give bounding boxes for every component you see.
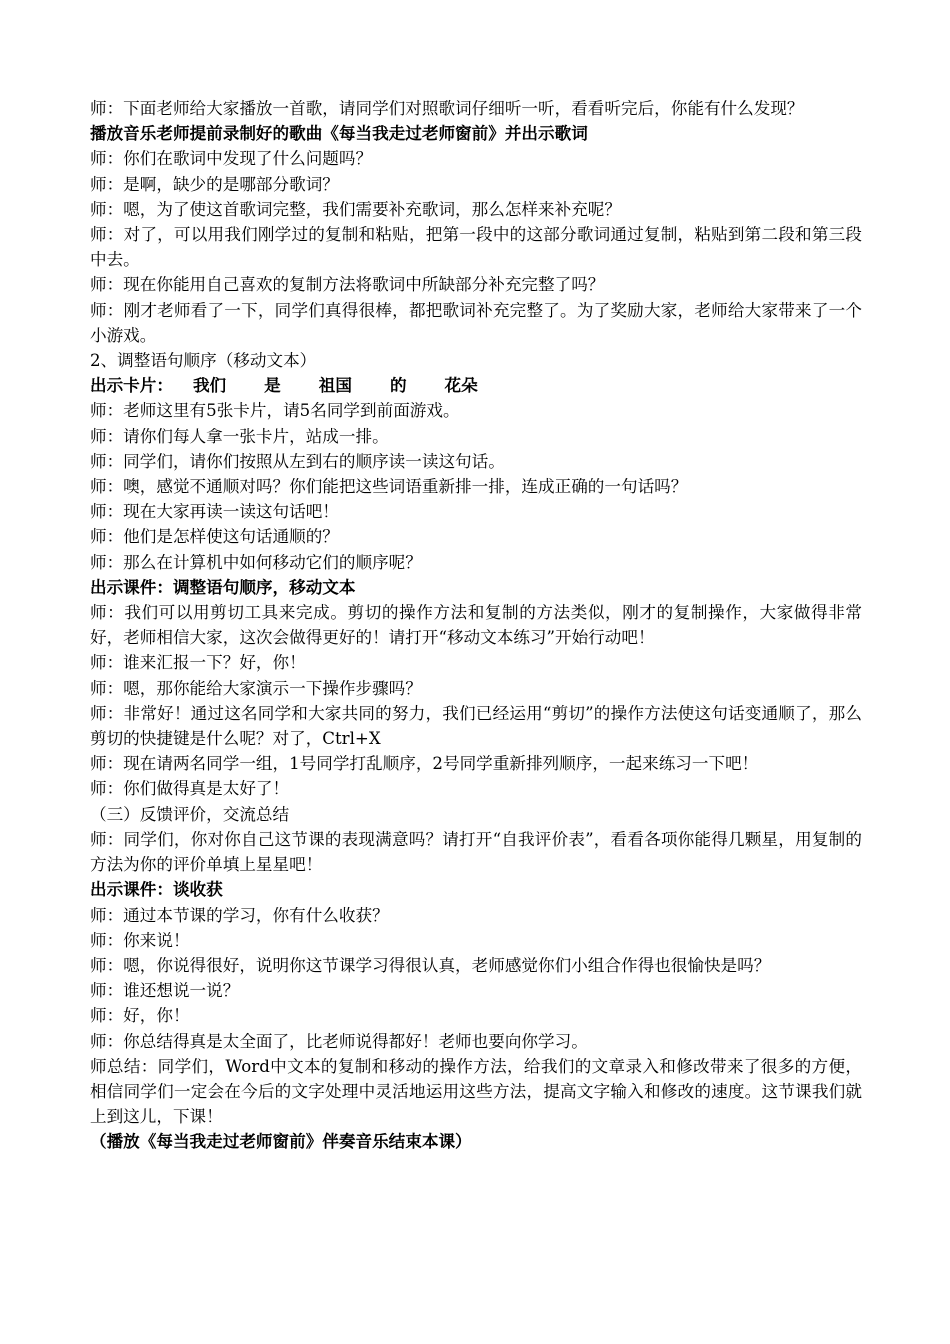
paragraph-line: 师：现在你能用自己喜欢的复制方法将歌词中所缺部分补充完整了吗？: [90, 275, 605, 295]
paragraph-line: 师：你们在歌词中发现了什么问题吗？: [90, 149, 373, 169]
paragraph-line: 师：下面老师给大家播放一首歌，请同学们对照歌词仔细听一听，看看听完后，你能有什么发现？: [90, 99, 804, 118]
card-word: 祖国: [318, 375, 352, 396]
paragraph-line: 师：同学们，请你们按照从左到右的顺序读一读这句话。: [90, 451, 505, 471]
lesson-dialogue-part-2: [90, 398, 862, 1154]
paragraph-line: 师：谁还想说一说？: [90, 981, 240, 1001]
card-word: 的: [389, 375, 407, 396]
paragraph-line: 师：你总结得真是太全面了，比老师说得都好！老师也要向你学习。: [90, 1031, 588, 1051]
paragraph-line: 师：嗯，为了使这首歌词完整，我们需要补充歌词，那么怎样来补充呢？: [90, 199, 621, 219]
paragraph-line: 师：非常好！通过这名同学和大家共同的努力，我们已经运用“剪切”的操作方法使这句话变通顺了，那么剪切的快捷键是什么呢？对了，Ctrl+X: [90, 703, 862, 749]
paragraph-line: 师：现在请两名同学一组，1号同学打乱顺序，2号同学重新排列顺序，一起来练习一下吧！: [90, 754, 759, 774]
paragraph-line: 2、调整语句顺序（移动文本）: [90, 351, 317, 371]
paragraph-line: 师：通过本节课的学习，你有什么收获？: [90, 905, 389, 925]
paragraph-line: 师：那么在计算机中如何移动它们的顺序呢？: [90, 552, 422, 572]
paragraph-line: 师：同学们，你对你自己这节课的表现满意吗？请打开“自我评价表”，看看各项你能得几颗星，用复制的方法为你的评价单填上星星吧！: [90, 829, 862, 875]
section-heading: 播放音乐老师提前录制好的歌曲《每当我走过老师窗前》并出示歌词: [90, 123, 588, 144]
paragraph-line: 师：嗯，那你能给大家演示一下操作步骤吗？: [90, 678, 422, 698]
paragraph-line: 师：你来说！: [90, 930, 190, 950]
paragraph-line: 师：对了，可以用我们刚学过的复制和粘贴，把第一段中的这部分歌词通过复制，粘贴到第二段和第三段中去。: [90, 225, 862, 270]
cards-row: [90, 373, 862, 398]
paragraph-line: 师：噢，感觉不通顺对吗？你们能把这些词语重新排一排，连成正确的一句话吗？: [90, 477, 688, 497]
paragraph-line: （三）反馈评价，交流总结: [90, 804, 290, 824]
paragraph-line: 师：现在大家再读一读这句话吧！: [90, 502, 339, 522]
paragraph-line: 师：嗯，你说得很好，说明你这节课学习得很认真，老师感觉你们小组合作得也很愉快是吗？: [90, 955, 771, 975]
paragraph-line: 师：你们做得真是太好了！: [90, 779, 290, 799]
card-word: 是: [264, 375, 281, 396]
paragraph-line: 师：他们是怎样使这句话通顺的？: [90, 527, 339, 547]
paragraph-line: 师：好，你！: [90, 1006, 190, 1026]
paragraph-line: 师：请你们每人拿一张卡片，站成一排。: [90, 426, 389, 446]
cards-label: 出示卡片：: [90, 375, 173, 396]
section-heading: （播放《每当我走过老师窗前》伴奏音乐结束本课）: [90, 1131, 472, 1152]
paragraph-line: 师：谁来汇报一下？好，你！: [90, 653, 306, 673]
paragraph-line: 师：刚才老师看了一下，同学们真得很棒，都把歌词补充完整了。为了奖励大家，老师给大家带来了一个小游戏。: [90, 300, 862, 345]
paragraph-line: 师：我们可以用剪切工具来完成。剪切的操作方法和复制的方法类似，刚才的复制操作，大家做得非常好，老师相信大家，这次会做得更好的！请打开“移动文本练习”开始行动吧！: [90, 603, 862, 648]
card-word: 我们: [192, 375, 227, 396]
card-word: 花朵: [444, 375, 478, 396]
section-heading: 出示课件：调整语句顺序，移动文本: [90, 576, 356, 597]
paragraph-line: 师总结：同学们，Word中文本的复制和移动的操作方法，给我们的文章录入和修改带来了很多的方便，相信同学们一定会在今后的文字处理中灵活地运用这些方法，提高文字输入和修改的速度。这节课我们就上到这儿，下课！: [90, 1056, 862, 1127]
lesson-dialogue-part-1: [90, 96, 862, 373]
paragraph-line: 师：是啊，缺少的是哪部分歌词？: [90, 174, 339, 194]
section-heading: 出示课件：谈收获: [90, 879, 223, 900]
paragraph-line: 师：老师这里有5张卡片，请5名同学到前面游戏。: [90, 401, 460, 421]
